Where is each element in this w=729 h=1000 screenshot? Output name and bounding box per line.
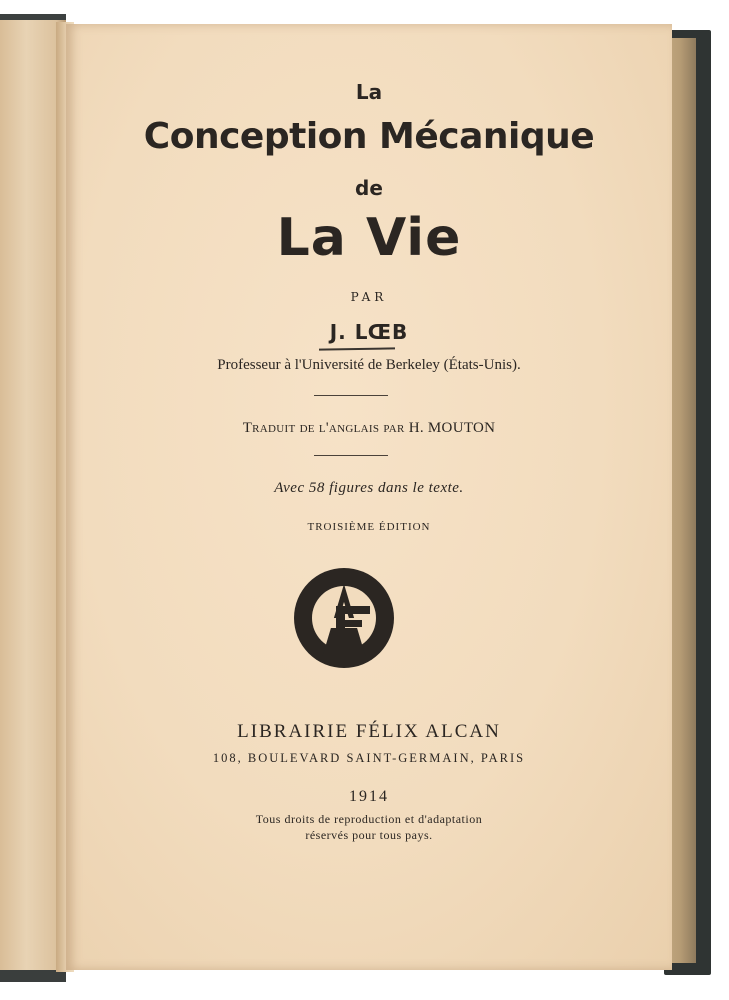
rights-line-1: Tous droits de reproduction et d'adaptation (255, 812, 483, 826)
title-de: de (355, 176, 383, 200)
publication-year: 1914 (349, 788, 389, 805)
divider-rule (314, 395, 388, 396)
author-affiliation: Professeur à l'Université de Berkeley (États-Unis). (217, 357, 521, 373)
translator-name: H. MOUTON (408, 420, 496, 436)
figures-note: Avec 58 figures dans le texte. (274, 480, 464, 496)
title-page (66, 24, 672, 970)
title-article: La (355, 80, 383, 104)
translator-prefix: Traduit de l'anglais par (242, 420, 405, 436)
edition-label: TROISIÈME ÉDITION (307, 521, 431, 533)
translator-line (66, 420, 672, 437)
publisher-monogram-fa-icon (292, 566, 396, 670)
publisher-name: LIBRAIRIE FÉLIX ALCAN (237, 721, 501, 742)
par-label: PAR (350, 290, 388, 304)
author-underline (319, 347, 395, 350)
publisher-address: 108, BOULEVARD SAINT-GERMAIN, PARIS (212, 751, 526, 765)
title-main: Conception Mécanique (143, 116, 595, 157)
author-name: J. LŒB (329, 320, 409, 344)
rights-line-2: réservés pour tous pays. (305, 828, 433, 842)
title-end: La Vie (276, 208, 462, 268)
divider-rule (314, 455, 388, 456)
